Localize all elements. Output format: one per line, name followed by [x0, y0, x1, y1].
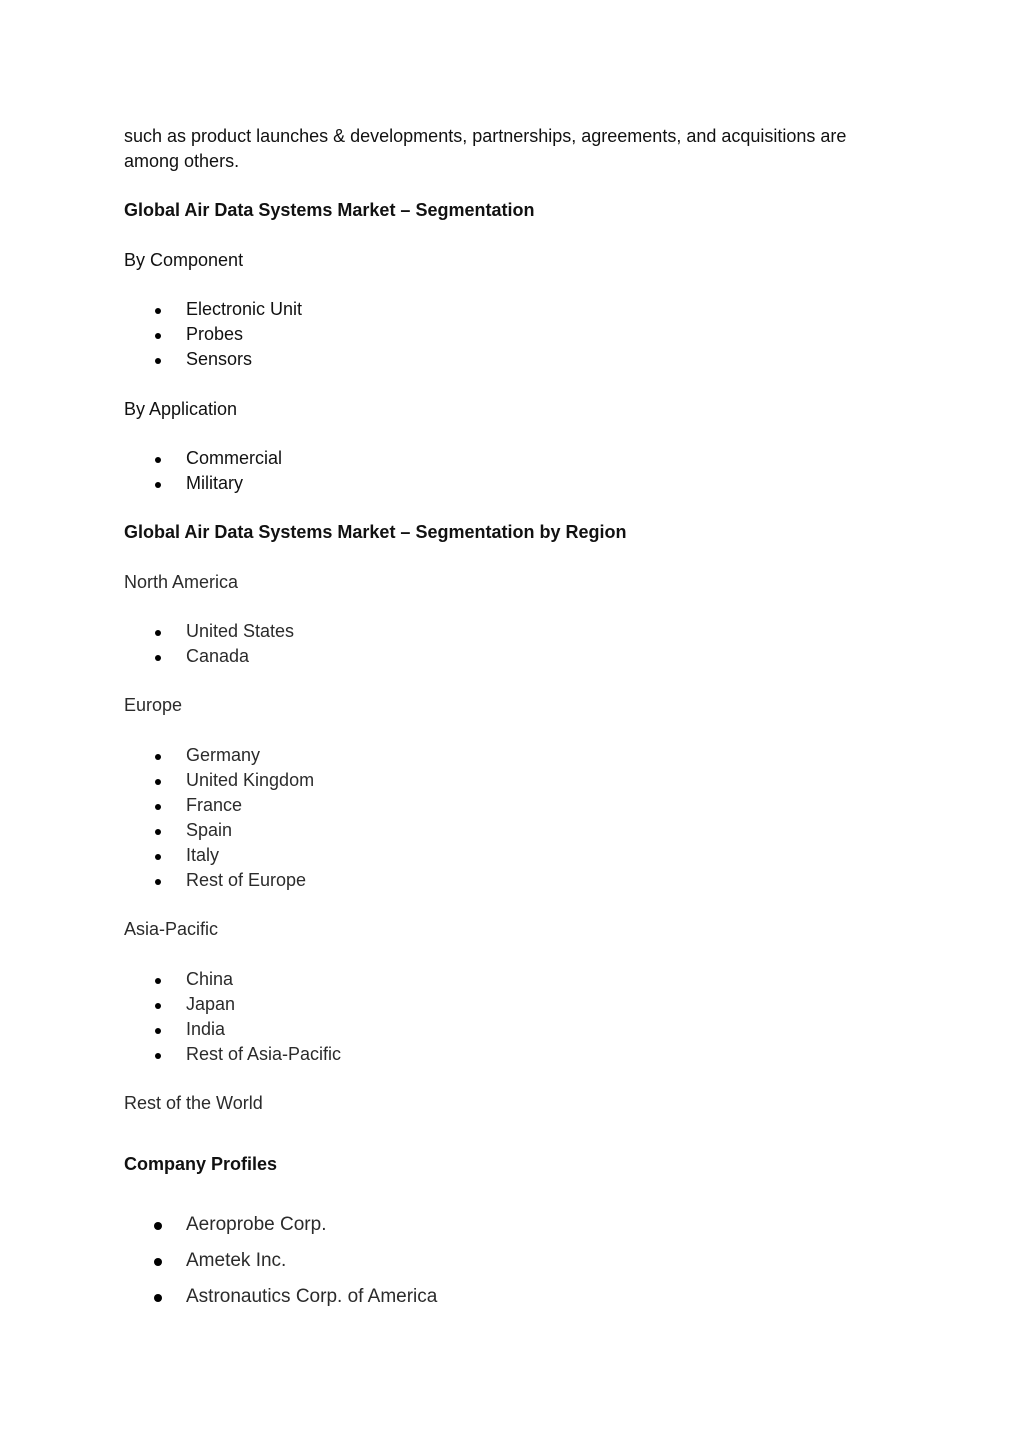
list-item-label: Commercial [186, 448, 283, 468]
list-item-label: Probes [186, 324, 244, 344]
bullet-icon [155, 358, 161, 364]
bullet-icon [155, 457, 161, 463]
list-item-label: Italy [186, 845, 220, 865]
bullet-icon [155, 754, 161, 760]
bullet-icon [155, 804, 161, 810]
bullet-icon [155, 779, 161, 785]
rest-of-world-title: Rest of the World [124, 1093, 263, 1113]
bullet-icon [155, 482, 161, 488]
bullet-icon [155, 308, 161, 314]
segmentation-heading: Global Air Data Systems Market – Segmentation [124, 200, 535, 220]
bullet-icon [155, 1028, 161, 1034]
bullet-icon [155, 1003, 161, 1009]
bullet-icon [154, 1294, 162, 1302]
bullet-icon [154, 1222, 162, 1230]
region-heading: Global Air Data Systems Market – Segmentation by Region [124, 522, 627, 542]
list-item-label: Rest of Asia-Pacific [186, 1044, 342, 1064]
bullet-icon [155, 829, 161, 835]
list-item-label: Ametek Inc. [186, 1250, 287, 1271]
bullet-icon [155, 854, 161, 860]
bullet-icon [155, 333, 161, 339]
list-item-label: India [186, 1019, 226, 1039]
bullet-icon [155, 655, 161, 661]
list-item-label: Japan [186, 994, 236, 1014]
intro-paragraph: such as product launches & developments, partnerships, agreements, and acquisitions are among others. [124, 126, 847, 171]
company-profiles-heading: Company Profiles [124, 1154, 278, 1174]
list-item-label: France [186, 795, 243, 815]
list-item-label: Military [186, 473, 243, 493]
list-item-label: Rest of Europe [186, 870, 307, 890]
list-item-label: China [186, 969, 234, 989]
bullet-icon [155, 1053, 161, 1059]
by-application-title: By Application [124, 399, 238, 419]
list-item-label: Canada [186, 646, 250, 666]
list-item-label: Aeroprobe Corp. [186, 1214, 327, 1235]
list-item-label: Germany [186, 745, 261, 765]
bullet-icon [155, 879, 161, 885]
list-item-label: United Kingdom [186, 770, 315, 790]
north-america-title: North America [124, 572, 239, 592]
list-item-label: Spain [186, 820, 233, 840]
by-component-title: By Component [124, 250, 244, 270]
list-item-label: Astronautics Corp. of America [186, 1286, 438, 1307]
bullet-icon [155, 630, 161, 636]
list-item-label: Sensors [186, 349, 253, 369]
bullet-icon [154, 1258, 162, 1266]
europe-title: Europe [124, 695, 183, 715]
asia-pacific-title: Asia-Pacific [124, 919, 219, 939]
list-item-label: United States [186, 621, 295, 641]
list-item-label: Electronic Unit [186, 299, 303, 319]
bullet-icon [155, 978, 161, 984]
